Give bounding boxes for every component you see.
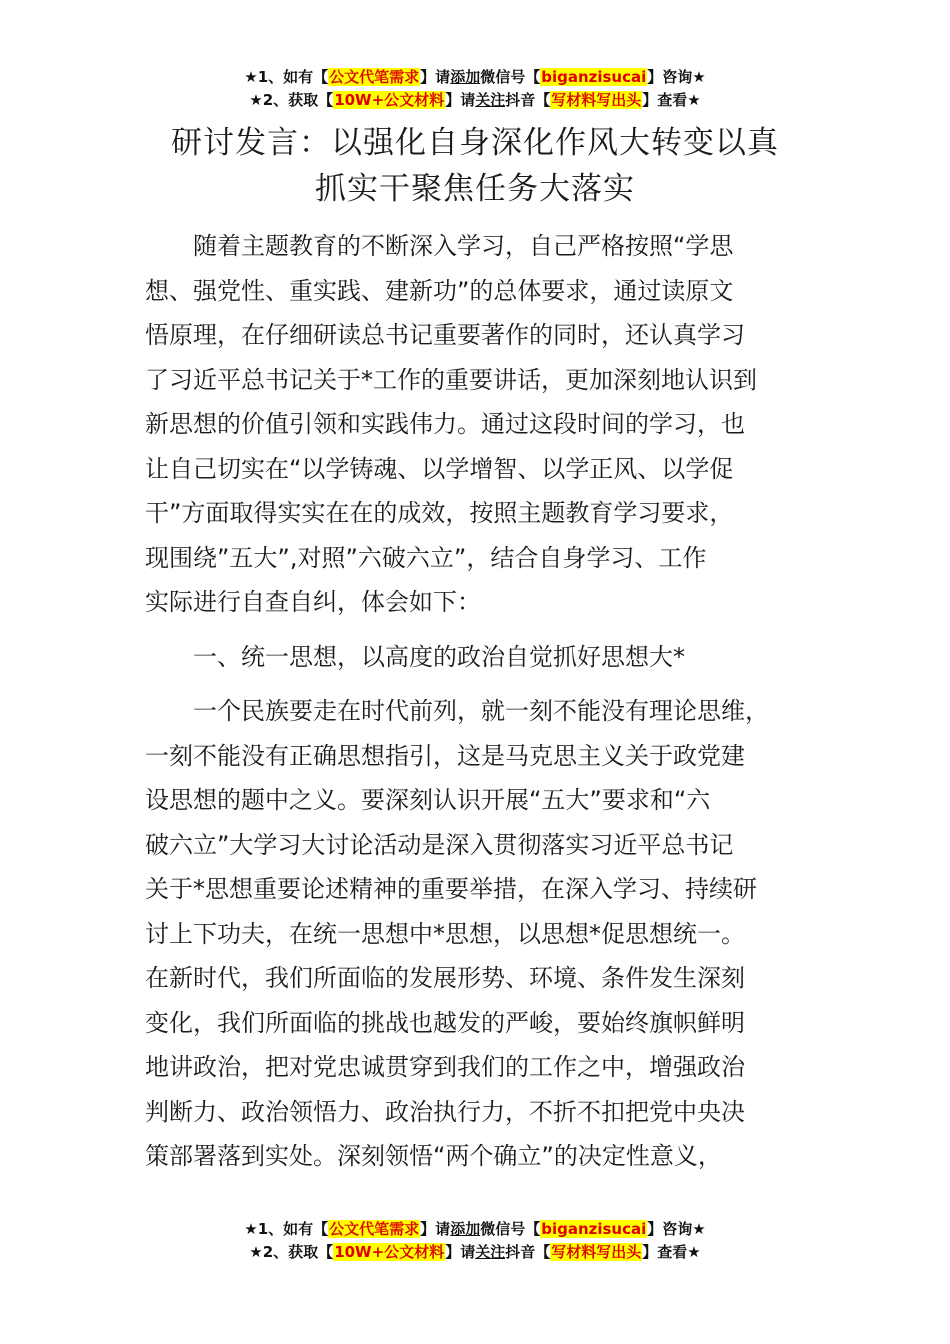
text-line: 一刻不能没有正确思想指引，这是马克思主义关于政党建: [145, 741, 745, 770]
promo-header: [0, 66, 950, 112]
promo-wechat-id: biganzisucai: [541, 68, 647, 86]
text-line: 判断力、政治领悟力、政治执行力，不折不扣把党中央决: [145, 1097, 745, 1126]
text-line: 破六立”大学习大讨论活动是深入贯彻落实习近平总书记: [145, 830, 734, 859]
title-line-1: 研讨发言：以强化自身深化作风大转变以真: [171, 125, 779, 161]
promo-douyin-id: 写材料写出头: [551, 91, 642, 109]
text-line: 实际进行自查自纠，体会如下：: [145, 588, 481, 616]
text-line: 想、强党性、重实践、建新功”的总体要求，通过读原文: [145, 276, 734, 305]
text-line: 讨上下功夫，在统一思想中*思想，以思想*促思想统一。: [145, 919, 745, 948]
text-line: 悟原理，在仔细研读总书记重要著作的同时，还认真学习: [145, 321, 745, 349]
text-line: 变化，我们所面临的挑战也越发的严峻，要始终旗帜鲜明: [145, 1008, 745, 1037]
title-line-2: 抓实干聚焦任务大落实: [315, 171, 635, 207]
section-heading-1: [145, 635, 815, 680]
promo-highlight: 10W+公文材料: [334, 1243, 445, 1261]
promo-highlight: 10W+公文材料: [334, 91, 445, 109]
document-title: [120, 120, 830, 212]
heading-text: 一、统一思想，以高度的政治自觉抓好思想大*: [193, 642, 685, 671]
text-line: 让自己切实在“以学铸魂、以学增智、以学正风、以学促: [145, 454, 734, 483]
promo-line-1: ★1、如有【公文代笔需求】请添加微信号【biganzisucai】咨询★: [244, 68, 706, 86]
text-line: 一个民族要走在时代前列，就一刻不能没有理论思维，: [193, 697, 769, 725]
promo-footer: [0, 1218, 950, 1264]
text-line: 关于*思想重要论述精神的重要举措，在深入学习、持续研: [145, 875, 757, 903]
promo-highlight: 公文代笔需求: [329, 68, 420, 86]
promo-line-1: ★1、如有【公文代笔需求】请添加微信号【biganzisucai】咨询★: [244, 1220, 706, 1238]
promo-highlight: 公文代笔需求: [329, 1220, 420, 1238]
promo-wechat-id: biganzisucai: [541, 1220, 647, 1238]
paragraph-intro: [145, 224, 815, 625]
text-line: 了习近平总书记关于*工作的重要讲话，更加深刻地认识到: [145, 365, 757, 394]
text-line: 设思想的题中之义。要深刻认识开展“五大”要求和“六: [145, 786, 711, 814]
text-line: 地讲政治，把对党忠诚贯穿到我们的工作之中，增强政治: [145, 1053, 745, 1081]
promo-line-2: ★2、获取【10W+公文材料】请关注抖音【写材料写出头】查看★: [249, 1243, 701, 1261]
promo-line-2: ★2、获取【10W+公文材料】请关注抖音【写材料写出头】查看★: [249, 91, 701, 109]
text-line: 策部署落到实处。深刻领悟“两个确立”的决定性意义，: [145, 1142, 722, 1170]
paragraph-section-1: [145, 689, 815, 1179]
text-line: 在新时代，我们所面临的发展形势、环境、条件发生深刻: [145, 964, 745, 992]
text-line: 新思想的价值引领和实践伟力。通过这段时间的学习，也: [145, 410, 745, 438]
promo-douyin-id: 写材料写出头: [551, 1243, 642, 1261]
document-body: [145, 224, 815, 1179]
text-line: 随着主题教育的不断深入学习，自己严格按照“学思: [193, 232, 734, 260]
text-line: 干”方面取得实实在在的成效，按照主题教育学习要求，: [145, 499, 734, 527]
text-line: 现围绕”五大”,对照”六破六立”，结合自身学习、工作: [145, 543, 707, 572]
